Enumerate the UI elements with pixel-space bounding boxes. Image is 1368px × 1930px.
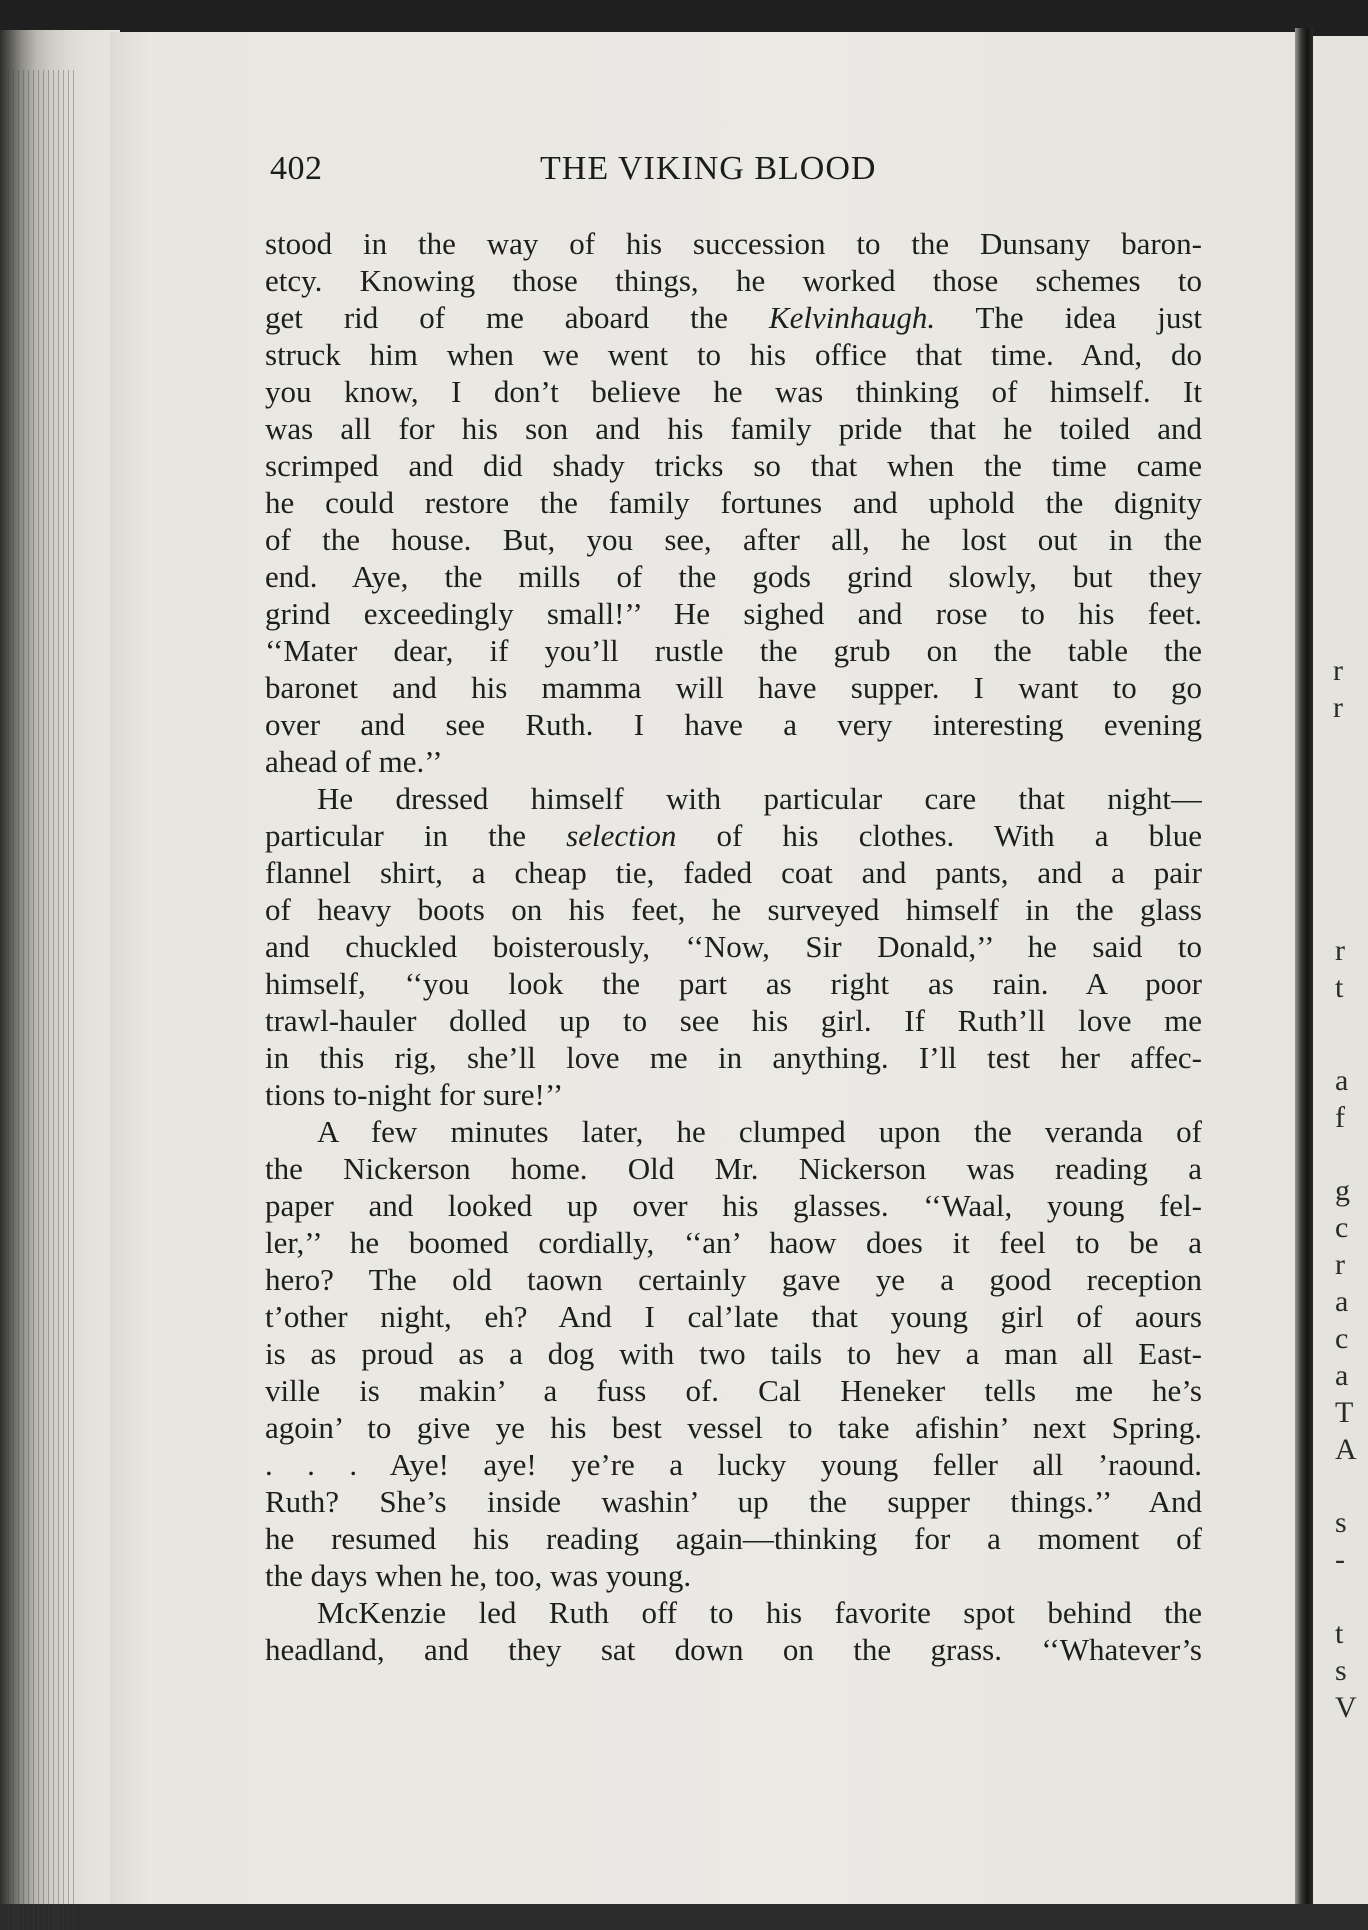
paragraph-first-line: A few minutes later, he clumped upon the veranda of xyxy=(317,1114,1202,1149)
text-line: Ruth? She’s inside washin’ up the supper things.’’ And xyxy=(265,1484,1202,1519)
text-line: ler,’’ he boomed cordially, ‘‘an’ haow does it feel to be a xyxy=(265,1225,1202,1260)
facing-page-fragment: a xyxy=(1335,1064,1349,1097)
facing-page-fragment: a xyxy=(1335,1359,1349,1392)
facing-page-fragment: r xyxy=(1333,654,1343,687)
text-line: ‘‘Mater dear, if you’ll rustle the grub on the table the xyxy=(265,633,1202,668)
text-line: you know, I don’t believe he was thinking of himself. It xyxy=(265,374,1202,409)
text-line: t’other night, eh? And I cal’late that young girl of aours xyxy=(265,1299,1202,1334)
page-stack-edges xyxy=(8,70,78,1930)
text-line: the Nickerson home. Old Mr. Nickerson was reading a xyxy=(265,1151,1202,1186)
facing-page-fragment: V xyxy=(1335,1691,1357,1724)
page-fold xyxy=(1295,28,1313,1904)
text-segment: of his clothes. With a blue xyxy=(676,818,1202,853)
facing-page-fragment: f xyxy=(1335,1101,1345,1134)
text-line: is as proud as a dog with two tails to hev a man all East- xyxy=(265,1336,1202,1371)
text-segment: particular in the xyxy=(265,818,567,853)
text-line: trawl-hauler dolled up to see his girl. If Ruth’ll love me xyxy=(265,1003,1202,1038)
text-line: flannel shirt, a cheap tie, faded coat and pants, and a pair xyxy=(265,855,1202,890)
facing-page-edge xyxy=(1313,36,1368,1904)
facing-page-fragment: s xyxy=(1335,1506,1347,1539)
text-line: of the house. But, you see, after all, he lost out in the xyxy=(265,522,1202,557)
facing-page-fragment: A xyxy=(1335,1433,1357,1466)
text-line: he could restore the family fortunes and uphold the dignity xyxy=(265,485,1202,520)
text-line: and chuckled boisterously, ‘‘Now, Sir Donald,’’ he said to xyxy=(265,929,1202,964)
text-line: the days when he, too, was young. xyxy=(265,1558,692,1593)
text-segment: get rid of me aboard the xyxy=(265,300,769,335)
facing-page-fragment: r xyxy=(1335,1248,1345,1281)
text-line: ahead of me.’’ xyxy=(265,744,443,779)
facing-page-fragment: t xyxy=(1335,1617,1344,1650)
text-line: end. Aye, the mills of the gods grind slowly, but they xyxy=(265,559,1202,594)
book-gutter xyxy=(0,30,120,1904)
text-line: hero? The old taown certainly gave ye a good reception xyxy=(265,1262,1202,1297)
facing-page-fragment: - xyxy=(1335,1543,1345,1576)
body-text xyxy=(265,225,1202,1668)
italic-word: selection xyxy=(566,818,677,853)
facing-page-fragment: c xyxy=(1335,1211,1349,1244)
facing-page-fragment: t xyxy=(1335,971,1344,1004)
text-line: himself, ‘‘you look the part as right as rain. A poor xyxy=(265,966,1202,1001)
text-line: paper and looked up over his glasses. ‘‘Waal, young fel- xyxy=(265,1188,1202,1223)
facing-page-fragment: s xyxy=(1335,1654,1347,1687)
text-line: over and see Ruth. I have a very interesting evening xyxy=(265,707,1202,742)
text-line: grind exceedingly small!’’ He sighed and rose to his feet. xyxy=(265,596,1202,631)
text-line: stood in the way of his succession to the Dunsany baron- xyxy=(265,226,1202,261)
running-head: THE VIKING BLOOD xyxy=(540,150,877,187)
facing-page-fragment: r xyxy=(1333,691,1343,724)
facing-page-fragment: r xyxy=(1335,934,1345,967)
text-line: ville is makin’ a fuss of. Cal Heneker tells me he’s xyxy=(265,1373,1202,1408)
facing-page-fragment: c xyxy=(1335,1322,1349,1355)
italic-ship-name: Kelvinhaugh. xyxy=(768,300,936,335)
text-line-with-italic xyxy=(265,299,1202,336)
text-line: in this rig, she’ll love me in anything. I’ll test her affec- xyxy=(265,1040,1202,1075)
text-line: agoin’ to give ye his best vessel to take afishin’ next Spring. xyxy=(265,1410,1202,1445)
page-number: 402 xyxy=(270,150,323,187)
text-line: etcy. Knowing those things, he worked those schemes to xyxy=(265,263,1202,298)
text-line-with-italic xyxy=(265,817,1202,854)
facing-page-fragment: g xyxy=(1335,1174,1350,1207)
paragraph-first-line: He dressed himself with particular care that night— xyxy=(317,781,1202,816)
text-line: headland, and they sat down on the grass. ‘‘Whatever’s xyxy=(265,1632,1202,1667)
text-line: baronet and his mamma will have supper. I want to go xyxy=(265,670,1202,705)
facing-page-fragment: a xyxy=(1335,1285,1349,1318)
text-line: was all for his son and his family pride that he toiled and xyxy=(265,411,1202,446)
text-segment: The idea just xyxy=(935,300,1202,335)
text-line: he resumed his reading again—thinking for a moment of xyxy=(265,1521,1202,1556)
paragraph-first-line: McKenzie led Ruth off to his favorite spot behind the xyxy=(317,1595,1202,1630)
text-line: scrimped and did shady tricks so that when the time came xyxy=(265,448,1202,483)
facing-page-fragment: T xyxy=(1335,1396,1354,1429)
text-line: tions to-night for sure!’’ xyxy=(265,1077,564,1112)
text-line: struck him when we went to his office that time. And, do xyxy=(265,337,1202,372)
text-line: of heavy boots on his feet, he surveyed himself in the glass xyxy=(265,892,1202,927)
text-line: . . . Aye! aye! ye’re a lucky young feller all ’raound. xyxy=(265,1447,1202,1482)
